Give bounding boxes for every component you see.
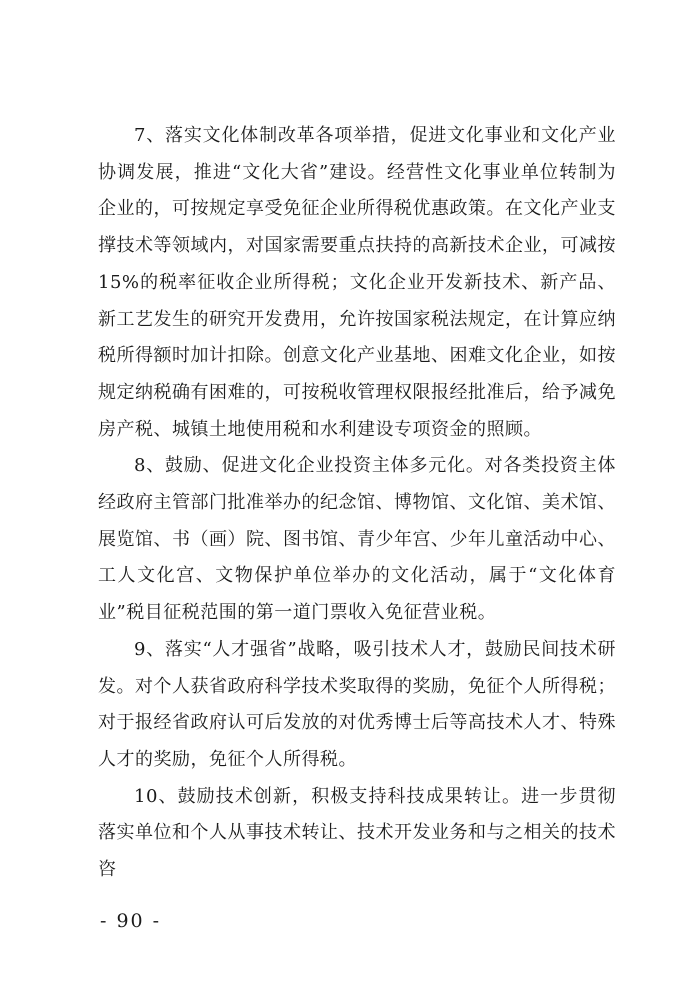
paragraph-7: 7、落实文化体制改革各项举措，促进文化事业和文化产业协调发展，推进“文化大省”建设。经营性文化事业单位转制为企业的，可按规定享受免征企业所得税优惠政策。在文化产业支撑技术等领域内，对国家需要重点扶持的高新技术企业，可减按15%的税率征收企业所得税；文化企业开发新技术、新产品、新工艺发生的研究开发费用，允许按国家税法规定，在计算应纳税所得额时加计扣除。创意文化产业基地、困难文化企业，如按规定纳税确有困难的，可按税收管理权限报经批准后，给予减免房产税、城镇土地使用税和水利建设专项资金的照顾。 <box>98 125 616 440</box>
page-number: - 90 - <box>100 910 162 932</box>
paragraph-10: 10、鼓励技术创新，积极支持科技成果转让。进一步贯彻落实单位和个人从事技术转让、技术开发业务和与之相关的技术咨 <box>98 785 616 881</box>
paragraph-9: 9、落实“人才强省”战略，吸引技术人才，鼓励民间技术研发。对个人获省政府科学技术奖取得的奖励，免征个人所得税；对于报经省政府认可后发放的对优秀博士后等高技术人才、特殊人才的奖励，免征个人所得税。 <box>98 638 616 770</box>
paragraph-8: 8、鼓励、促进文化企业投资主体多元化。对各类投资主体经政府主管部门批准举办的纪念馆、博物馆、文化馆、美术馆、展览馆、书（画）院、图书馆、青少年宫、少年儿童活动中心、工人文化宫、文物保护单位举办的文化活动，属于“文化体育业”税目征税范围的第一道门票收入免征营业税。 <box>98 455 616 624</box>
document-body <box>98 118 616 889</box>
